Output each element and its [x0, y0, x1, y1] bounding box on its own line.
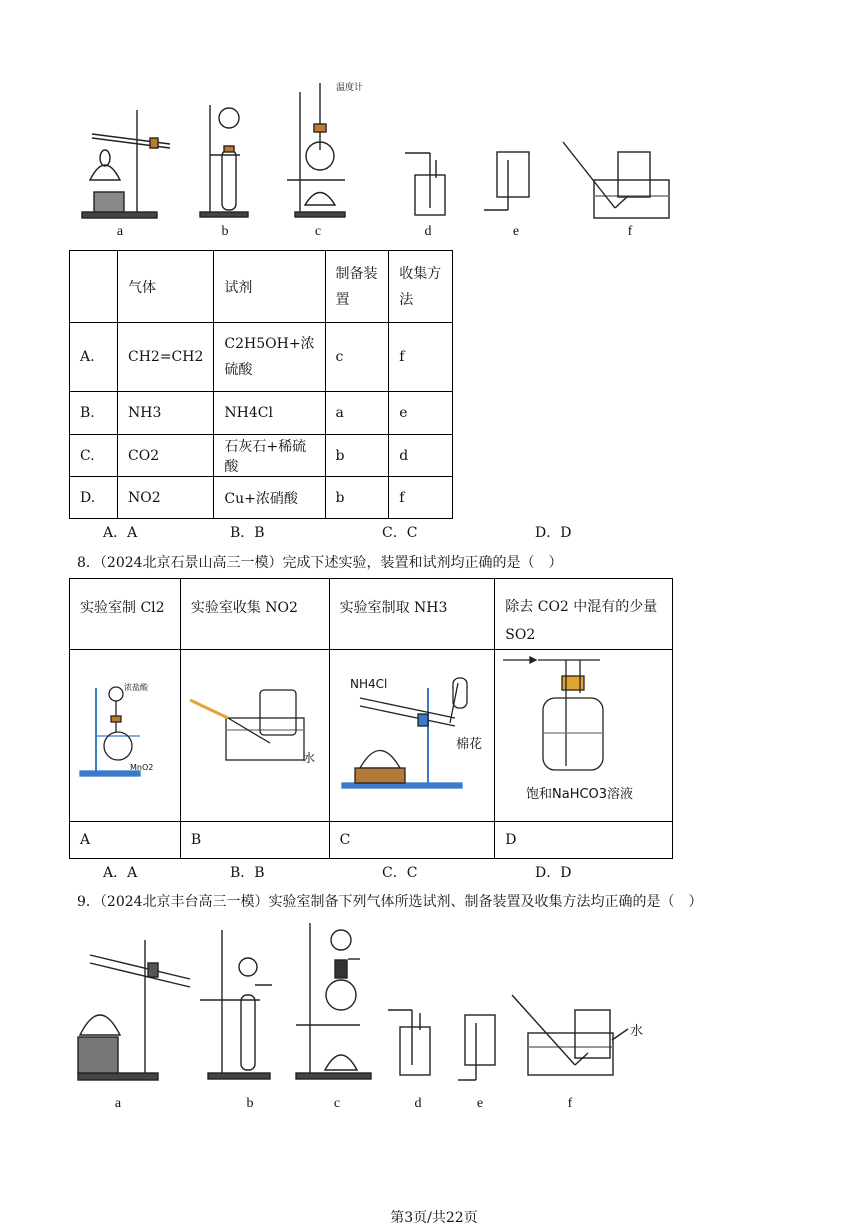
- q7-row-opt: A.: [70, 323, 118, 392]
- q7-row-gas: NO2: [118, 477, 214, 519]
- q9-label-e: e: [476, 1096, 484, 1111]
- q8-footer-b: B: [180, 822, 329, 859]
- q8-a-acid-label: 浓盐酸: [124, 683, 148, 692]
- q8-c-cotton-label: 棉花: [456, 737, 483, 752]
- thermometer-label: 温度计: [336, 83, 364, 93]
- q8-stem: 8．（2024北京石景山高三一模）完成下述实验，装置和试剂均正确的是（ ）: [77, 555, 563, 571]
- label-f: f: [627, 224, 633, 239]
- q8-apparatus-figure: [0, 648, 868, 848]
- q9-label-b: b: [246, 1096, 254, 1111]
- q7-choice-c[interactable]: C．C: [382, 525, 418, 541]
- label-c: c: [314, 224, 322, 239]
- q7-row-opt: C.: [70, 435, 118, 477]
- q7-header-empty: [70, 251, 118, 323]
- q7-choice-d[interactable]: D．D: [535, 525, 572, 541]
- q7-row-collect: d: [389, 435, 453, 477]
- q7-header-reagent: 试剂: [214, 251, 325, 323]
- label-d: d: [424, 224, 432, 239]
- q7-row-reagent: NH4Cl: [214, 392, 325, 435]
- q9-water-label: 水: [630, 1024, 644, 1039]
- q9-label-d: d: [414, 1096, 422, 1111]
- q8-c-nh4cl-label: NH4Cl: [350, 677, 388, 691]
- q8-header-b: 实验室收集 NO2: [180, 579, 329, 650]
- q7-table: [69, 250, 453, 519]
- q7-choice-a[interactable]: A．A: [103, 525, 138, 541]
- q8-choice-b[interactable]: B．B: [230, 865, 265, 881]
- q8-a-mno2-label: MnO2: [130, 763, 154, 772]
- top-apparatus-figure: [0, 0, 868, 240]
- q7-header-collect: 收集方法: [389, 251, 453, 323]
- q9-label-c: c: [333, 1096, 341, 1111]
- q9-label-a: a: [114, 1096, 122, 1111]
- q7-row-device: b: [325, 477, 389, 519]
- q7-header-device: 制备装置: [325, 251, 389, 323]
- q9-apparatus-figure: [0, 915, 868, 1115]
- q8-b-water-label: 水: [303, 751, 316, 765]
- q8-header-a: 实验室制 Cl2: [70, 579, 181, 650]
- page-footer: 第3页/共22页: [390, 1210, 478, 1226]
- q7-row-collect: e: [389, 392, 453, 435]
- q7-row-gas: NH3: [118, 392, 214, 435]
- q8-choice-d[interactable]: D．D: [535, 865, 572, 881]
- q7-row-collect: f: [389, 323, 453, 392]
- label-a: a: [116, 224, 124, 239]
- label-b: b: [221, 224, 229, 239]
- q7-row-opt: D.: [70, 477, 118, 519]
- q7-row-device: b: [325, 435, 389, 477]
- q8-footer-a: A: [70, 822, 181, 859]
- q7-row-opt: B.: [70, 392, 118, 435]
- q7-choice-b[interactable]: B．B: [230, 525, 265, 541]
- q7-row-reagent: Cu+浓硝酸: [214, 477, 325, 519]
- q8-footer-d: D: [495, 822, 673, 859]
- q8-header-c: 实验室制取 NH3: [329, 579, 495, 650]
- label-e: e: [512, 224, 520, 239]
- q8-choice-a[interactable]: A．A: [103, 865, 138, 881]
- q8-footer-c: C: [329, 822, 495, 859]
- q7-header-gas: 气体: [118, 251, 214, 323]
- q9-label-f: f: [567, 1096, 573, 1111]
- q8-d-solution-label: 饱和NaHCO3溶液: [526, 787, 634, 802]
- q7-row-reagent: 石灰石+稀硫酸: [214, 435, 325, 477]
- q7-row-collect: f: [389, 477, 453, 519]
- q7-row-gas: CO2: [118, 435, 214, 477]
- q9-stem: 9．（2024北京丰台高三一模）实验室制备下列气体所选试剂、制备装置及收集方法均正确的是（ ）: [77, 894, 703, 910]
- q8-choice-c[interactable]: C．C: [382, 865, 418, 881]
- q8-header-d: 除去 CO2 中混有的少量 SO2: [495, 579, 673, 650]
- q7-row-reagent: C2H5OH+浓硫酸: [214, 323, 325, 392]
- q7-row-device: a: [325, 392, 389, 435]
- q7-row-gas: CH2=CH2: [118, 323, 214, 392]
- q7-row-device: c: [325, 323, 389, 392]
